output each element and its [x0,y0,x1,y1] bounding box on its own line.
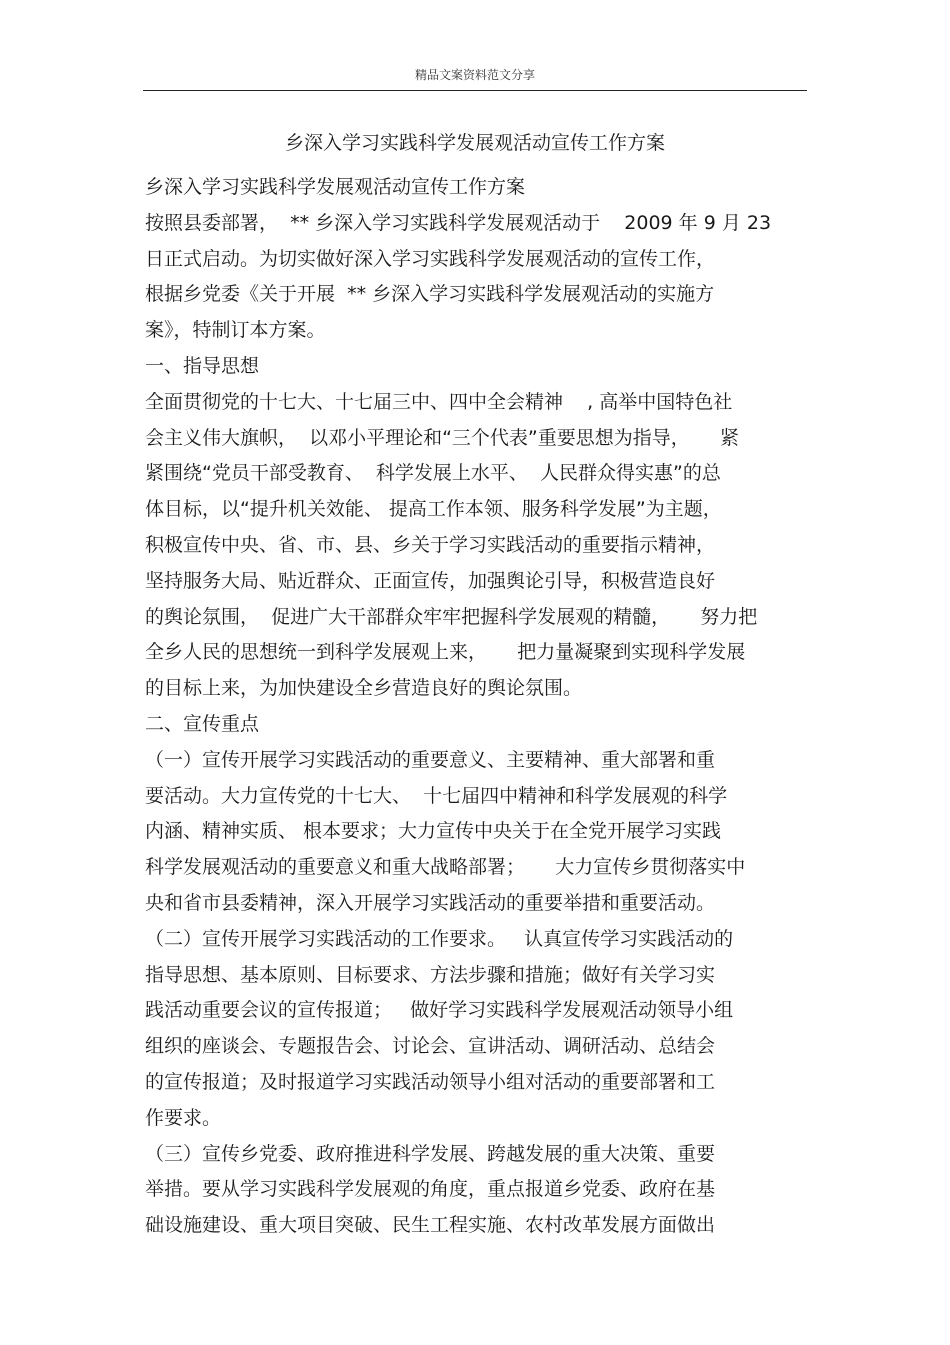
body-line: 作要求。 [145,1106,222,1129]
document-body [145,170,815,1244]
document-title: 乡深入学习实践科学发展观活动宣传工作方案 [284,132,665,154]
body-line: 会主义伟大旗帜， 以邓小平理论和“三个代表”重要思想为指导， 紧 [145,426,739,449]
body-line: 指导思想、基本原则、目标要求、方法步骤和措施；做好有关学习实 [145,963,716,986]
body-line: （三）宣传乡党委、政府推进科学发展、跨越发展的重大决策、重要 [145,1142,716,1165]
body-line: 紧围绕“党员干部受教育、 科学发展上水平、 人民群众得实惠”的总 [145,462,721,485]
body-line: （二）宣传开展学习实践活动的工作要求。 认真宣传学习实践活动的 [145,927,734,950]
body-line: 根据乡党委《关于开展 ** 乡深入学习实践科学发展观活动的实施方 [145,283,715,306]
body-line: 础设施建设、重大项目突破、民生工程实施、农村改革发展方面做出 [145,1214,716,1237]
body-line: 的宣传报道；及时报道学习实践活动领导小组对活动的重要部署和工 [145,1070,716,1093]
body-line: 乡深入学习实践科学发展观活动宣传工作方案 [145,176,526,198]
header-divider [143,90,807,91]
body-line: 央和省市县委精神，深入开展学习实践活动的重要举措和重要活动。 [145,891,716,914]
body-line: 组织的座谈会、专题报告会、讨论会、宣讲活动、调研活动、总结会 [145,1035,716,1058]
body-line: 坚持服务大局、贴近群众、正面宣传，加强舆论引导，积极营造良好 [145,569,716,592]
body-line: 体目标，以“提升机关效能、 提高工作本领、服务科学发展”为主题， [145,498,722,521]
page-header: 精品文案资料范文分享 [414,68,535,82]
body-line: 要活动。大力宣传党的十七大、 十七届四中精神和科学发展观的科学 [145,784,728,807]
body-line: 践活动重要会议的宣传报道； 做好学习实践科学发展观活动领导小组 [145,999,734,1022]
body-line: 案》，特制订本方案。 [145,319,326,342]
body-line: 内涵、精神实质、 根本要求；大力宣传中央关于在全党开展学习实践 [145,820,722,843]
body-line: 举措。要从学习实践科学发展观的角度，重点报道乡党委、政府在基 [145,1178,716,1201]
body-line: 一、指导思想 [145,354,260,377]
body-line: 积极宣传中央、省、市、县、乡关于学习实践活动的重要指示精神， [145,533,716,556]
body-line: 的目标上来，为加快建设全乡营造良好的舆论氛围。 [145,677,583,700]
body-line: 日正式启动。为切实做好深入学习实践科学发展观活动的宣传工作， [145,247,716,270]
body-line: 的舆论氛围， 促进广大干部群众牢牢把握科学发展观的精髓， 努力把 [145,605,758,628]
body-line: 全乡人民的思想统一到科学发展观上来， 把力量凝聚到实现科学发展 [145,641,746,664]
body-line: （一）宣传开展学习实践活动的重要意义、主要精神、重大部署和重 [145,748,716,771]
body-line: 二、宣传重点 [145,712,260,735]
body-line: 科学发展观活动的重要意义和重大战略部署； 大力宣传乡贯彻落实中 [145,856,746,879]
body-line: 全面贯彻党的十七大、十七届三中、四中全会精神 , 高举中国特色社 [145,390,733,413]
body-line: 按照县委部署， ** 乡深入学习实践科学发展观活动于 2009 年 9 月 23 [145,211,772,234]
